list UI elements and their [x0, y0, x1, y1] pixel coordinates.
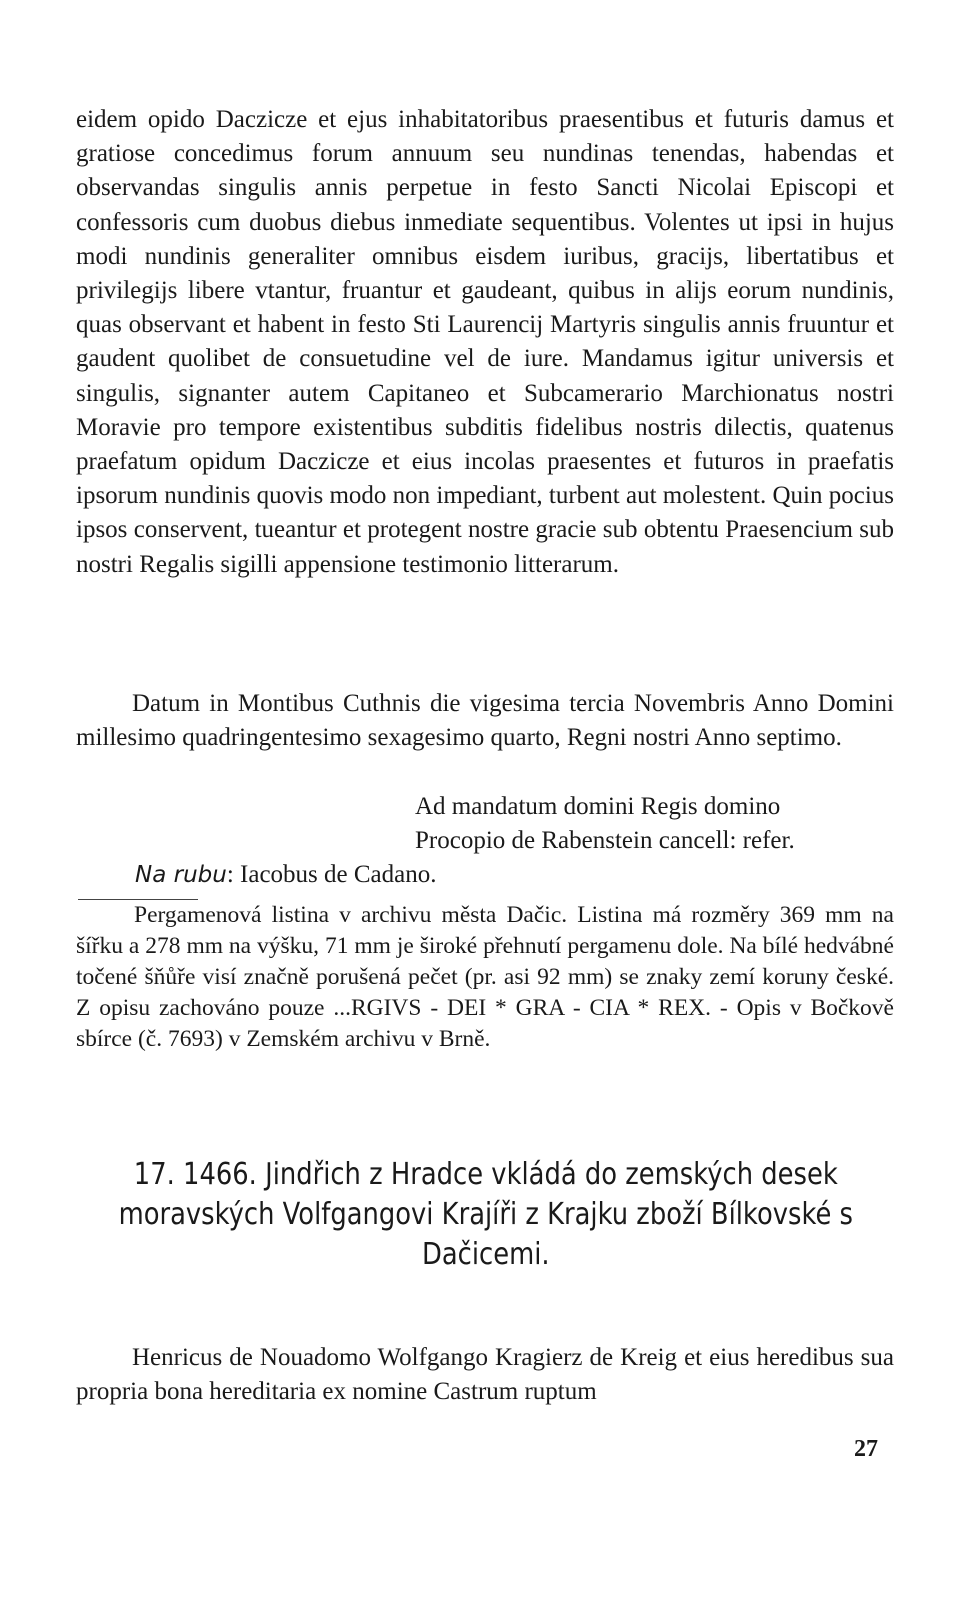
chancery-note: [415, 790, 895, 858]
datum-paragraph: Datum in Montibus Cuthnis die vigesima tercia Novembris Anno Domini millesimo quadringentesimo sexagesimo quarto, Regni nostri Anno septimo.: [76, 690, 894, 752]
margin-note: [135, 858, 436, 892]
margin-note-label: Na rubu: [135, 862, 227, 888]
chancery-note-line-2: Procopio de Rabenstein cancell: refer.: [415, 827, 795, 855]
chancery-note-line-1: Ad mandatum domini Regis domino: [415, 793, 781, 820]
margin-note-text: : Iacobus de Cadano.: [226, 861, 437, 888]
archive-note: Pergamenová listina v archivu města Dačic. Listina má rozměry 369 mm na šířku a 278 mm na výšku, 71 mm je široké přehnutí pergamenu dole. Na bílé hedvábné točené šňůře visí značně porušená pečet (pr. asi 92 mm) se znaky zemí koruny české. Z opisu zachováno pouze ...RGIVS - DEI * GRA - CIA * REX. - Opis v Bočkově sbírce (č. 7693) v Zemském archivu v Brně.: [76, 902, 894, 1052]
document-text-paragraph: Henricus de Nouadomo Wolfgango Kragierz de Kreig et eius heredibus sua propria bona hereditaria ex nomine Castrum ruptum: [76, 1344, 894, 1406]
section-heading: 17. 1466. Jindřich z Hradce vkládá do zemských desek moravských Volfgangovi Krajíři z Krajku zboží Bílkovské s Dačicemi.: [118, 1157, 853, 1272]
charter-text-paragraph: eidem opido Daczicze et ejus inhabitatoribus praesentibus et futuris damus et gratiose concedimus forum annuum seu nundinas tenendas, habendas et observandas singulis annis perpetue in festo Sancti Nicolai Episcopi et confessoris cum duobus diebus inmediate sequentibus. Volentes ut ipsi in hujus modi nundinis generaliter omnibus eisdem iuribus, gracijs, libertatibus et privilegijs libere vtantur, fruantur et gaudeant, quibus in alijs eorum nundinis, quas observant et habent in festo Sti Laurencij Martyris singulis annis fruuntur et gaudent quolibet de consuetudine vel de iure. Mandamus igitur universis et singulis, signanter autem Capitaneo et Subcamerario Marchionatus nostri Moravie pro tempore existentibus subditis fidelibus nostris dilectis, quatenus praefatum opidum Daczicze et eius incolas praesentes et futuros in praefatis ipsorum nundinis quovis modo non impediant, turbent aut molestent. Quin pocius ipsos conservent, tueantur et protegent nostre gracie sub obtentu Praesencium sub nostri Regalis sigilli appensione testimonio litterarum.: [76, 106, 894, 578]
page-number: 27: [854, 1436, 878, 1462]
